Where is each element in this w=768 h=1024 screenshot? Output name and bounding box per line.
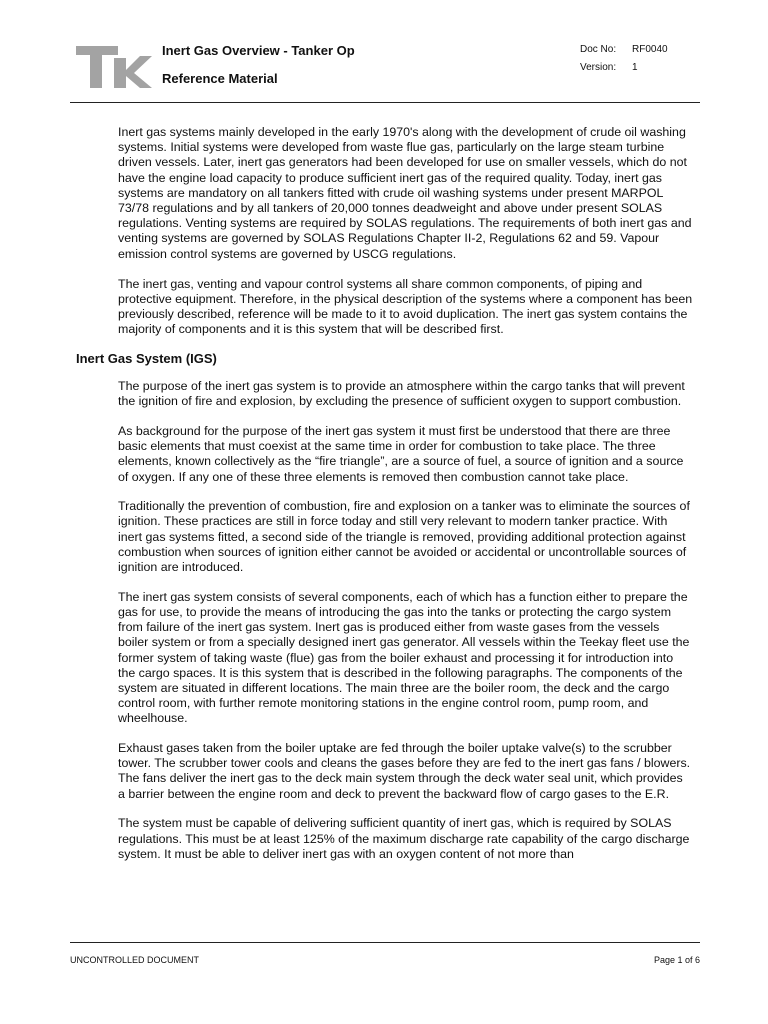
footer-divider — [70, 942, 700, 943]
section-heading: Inert Gas System (IGS) — [76, 351, 217, 366]
doc-number-label: Doc No: — [580, 44, 617, 55]
document-subtitle: Reference Material — [162, 71, 278, 86]
paragraph: The system must be capable of delivering sufficient quantity of inert gas, which is required by SOLAS regulations. This must be at least 125% of the maximum discharge rate capability of the cargo discharge system. It must be able to deliver inert gas with an oxygen content of not more than — [118, 816, 690, 861]
paragraph: Exhaust gases taken from the boiler uptake are fed through the boiler uptake valve(s) to the scrubber tower. The scrubber tower cools and cleans the gases before they are fed to the inert gas fans / blowers. The fans deliver the inert gas to the deck main system through the deck water seal unit, which provides a barrier between the engine room and deck to prevent the backward flow of cargo gases to the E.R. — [118, 741, 691, 801]
doc-number — [580, 44, 668, 55]
doc-version — [580, 62, 638, 73]
paragraph: Inert gas systems mainly developed in the early 1970's along with the development of crude oil washing systems. Initial systems were developed from waste flue gas, particularly on the large steam turbine driven vessels. Later, inert gas generators had been developed for use on smaller vessels, which do not have the engine load capacity to produce sufficient inert gas of the required quality. Today, inert gas systems are mandatory on all tankers fitted with crude oil washing systems under present MARPOL 73/78 regulations and by all tankers of 20,000 tonnes deadweight and above under present SOLAS regulations. Venting systems are required by SOLAS regulations. The requirements of both inert gas and venting systems are governed by SOLAS Regulations Chapter II-2, Regulations 62 and 59. Vapour emission control systems are governed by USCG regulations. — [118, 125, 692, 261]
paragraph: As background for the purpose of the inert gas system it must first be understood that there are three basic elements that must coexist at the same time in order for combustion to take place. The three elements, known collectively as the “fire triangle”, are a source of fuel, a source of ignition and a source of oxygen. If any one of these three elements is removed then combustion cannot take place. — [118, 423, 684, 484]
version-value: 1 — [632, 62, 638, 73]
page-number: Page 1 of 6 — [653, 955, 700, 965]
paragraph: The purpose of the inert gas system is to provide an atmosphere within the cargo tanks that will prevent the ignition of fire and explosion, by excluding the presence of sufficient oxygen to support combustion. — [118, 379, 685, 409]
doc-number-value: RF0040 — [632, 44, 668, 55]
footer-label: UNCONTROLLED DOCUMENT — [70, 955, 200, 965]
company-logo — [74, 42, 152, 90]
paragraph: The inert gas, venting and vapour control systems all share common components, of piping and protective equipment. Therefore, in the physical description of the systems where a component has been previously described, reference will be made to it to avoid duplication. The inert gas system contains the majority of components and it is this system that will be described first. — [118, 276, 693, 337]
header-divider — [70, 102, 700, 103]
paragraph: Traditionally the prevention of combustion, fire and explosion on a tanker was to eliminate the sources of ignition. These practices are still in force today and still very relevant to modern tanker practice. With inert gas systems fitted, a second side of the triangle is removed, providing additional protection against combustion when sources of ignition either cannot be avoided or accidental or uncontrollable sources of ignition are introduced. — [118, 499, 690, 575]
section-text — [118, 379, 693, 916]
paragraph: The inert gas system consists of several components, each of which has a function either to prepare the gas for use, to provide the means of introducing the gas into the tanks or protecting the cargo system from failure of the inert gas system. Inert gas is produced either from waste gases from the vessels boiler system or from a specially designed inert gas generator. All vessels within the Teekay fleet use the former system of taking waste (flue) gas from the boiler exhaust and processing it for introduction into the cargo spaces. It is this system that is described in the following paragraphs. The components of the system are situated in different locations. The main three are the boiler room, the deck and the cargo control room, with further remote monitoring stations in the engine control room, pump room, and wheelhouse. — [118, 589, 690, 726]
intro-text — [118, 125, 693, 353]
version-label: Version: — [580, 62, 617, 73]
document-title: Inert Gas Overview - Tanker Op — [162, 43, 355, 58]
